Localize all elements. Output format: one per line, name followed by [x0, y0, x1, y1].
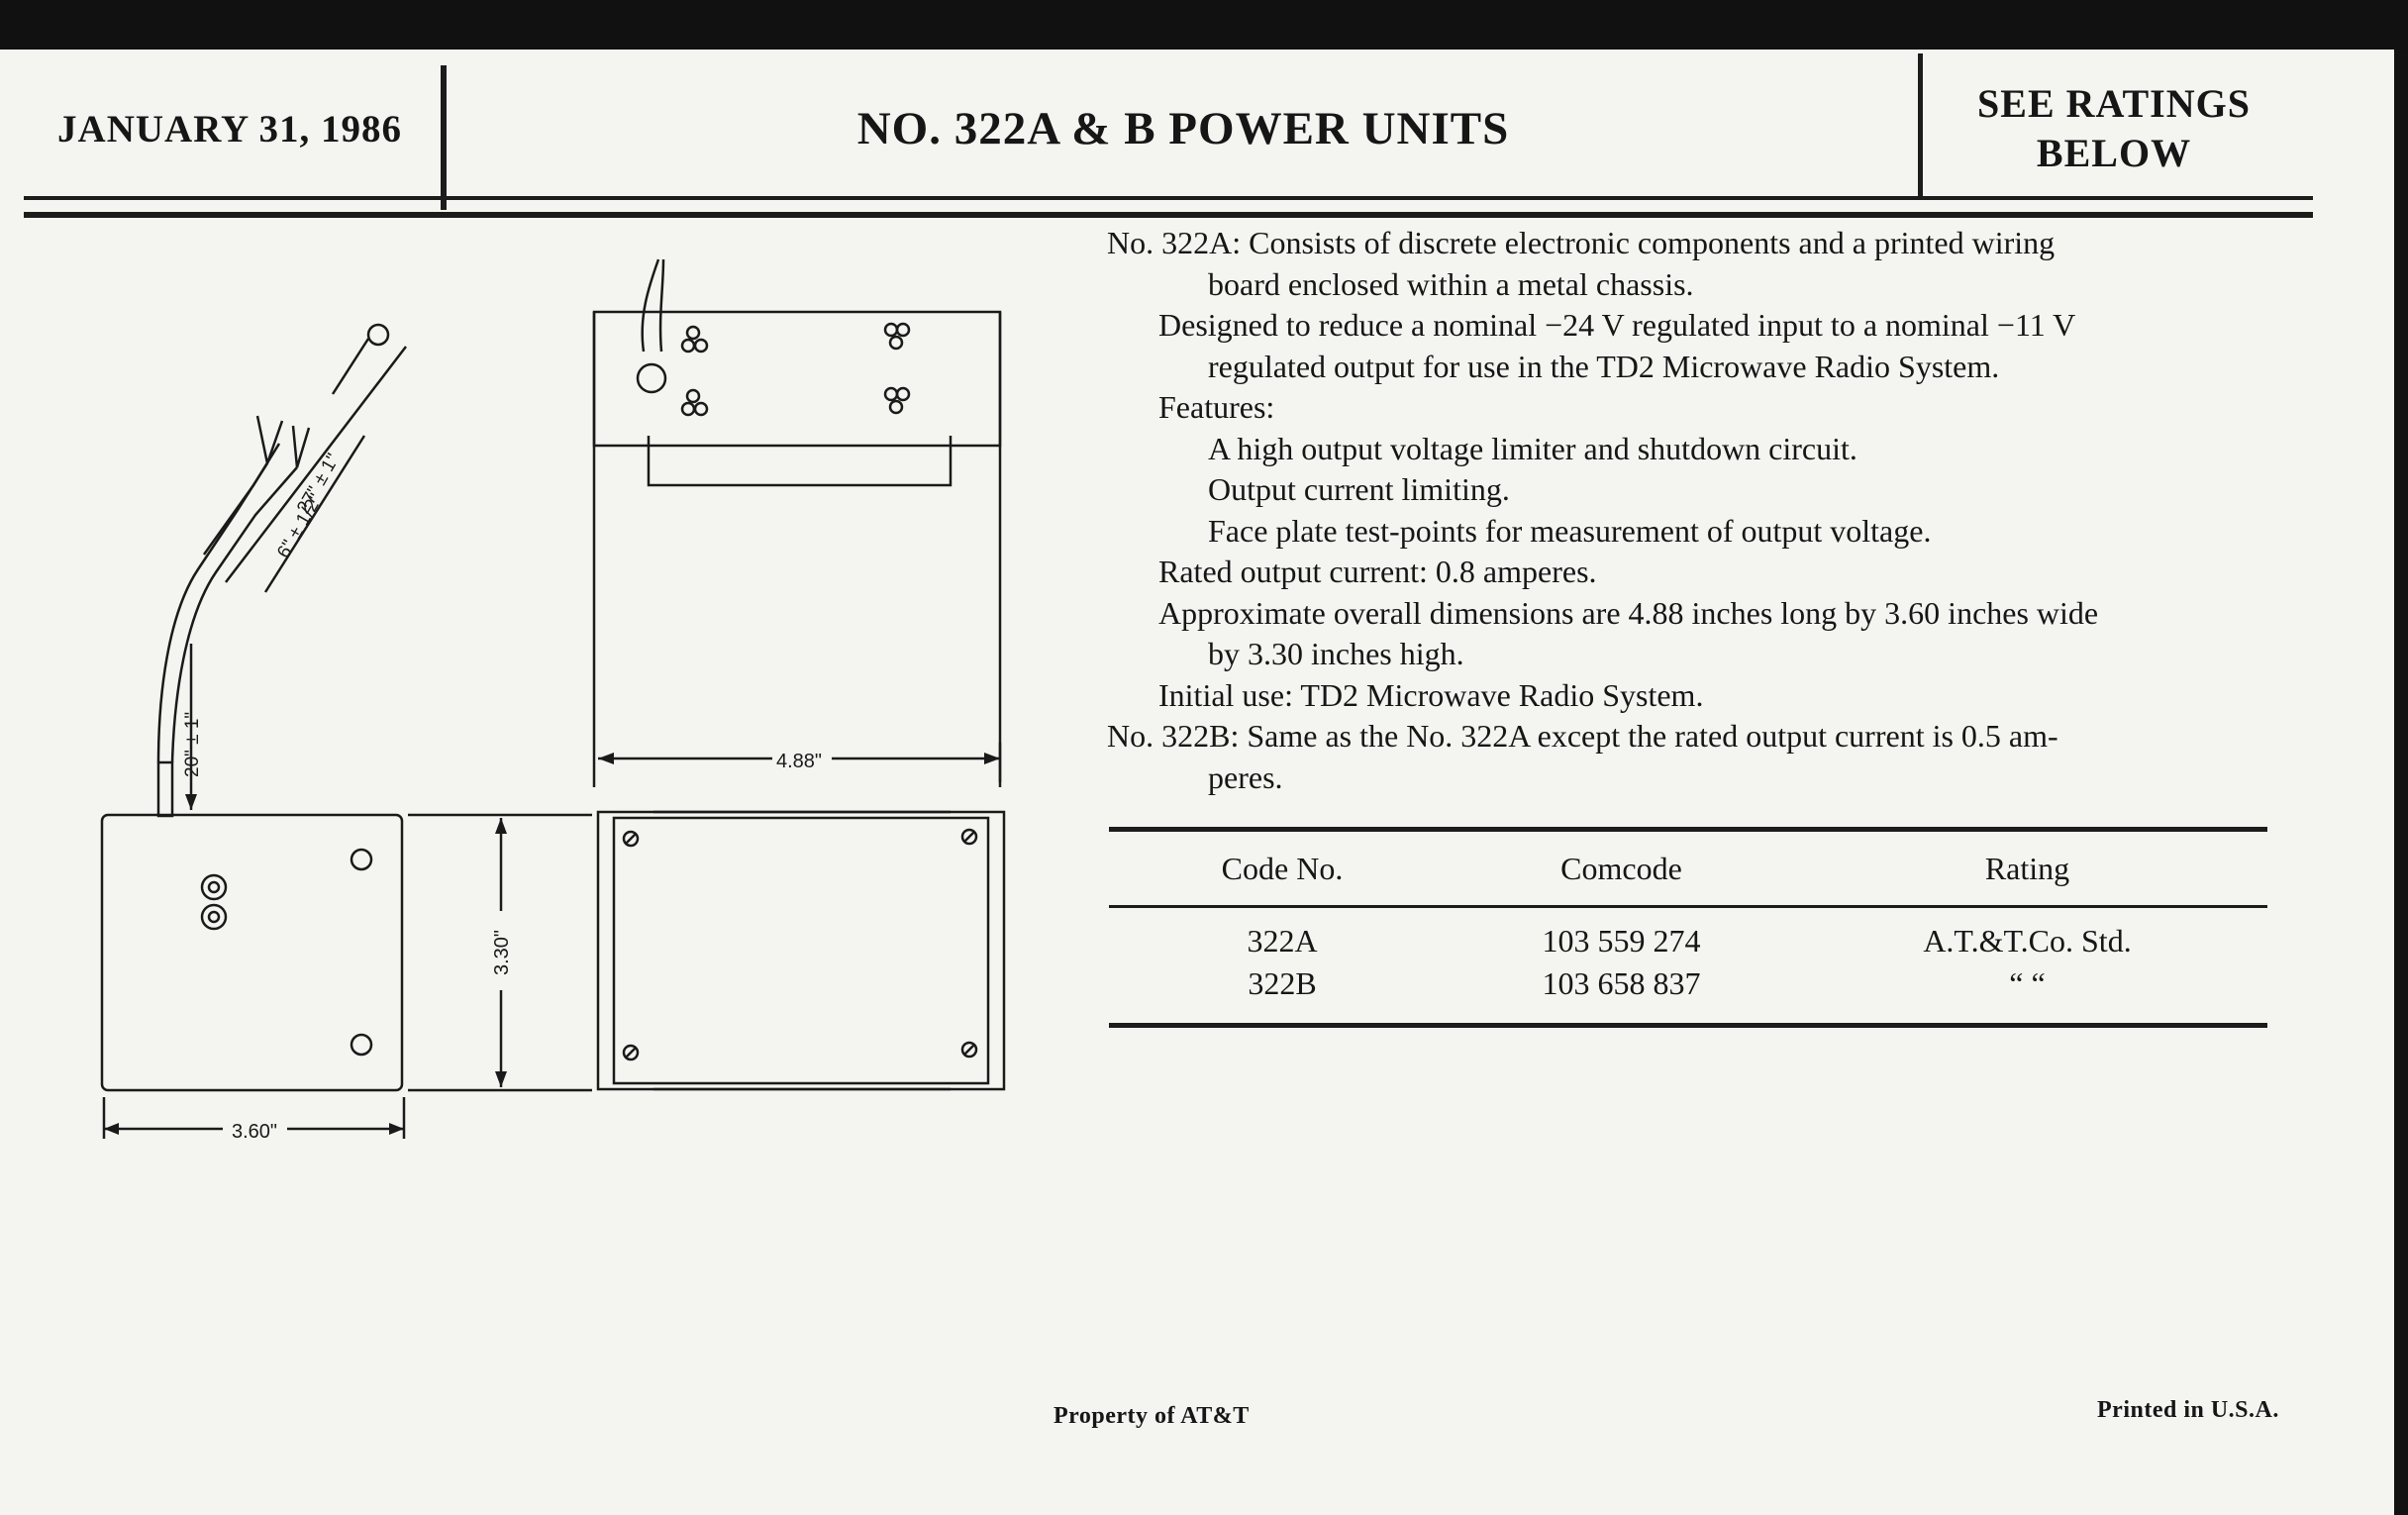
desc-line: Initial use: TD2 Microwave Radio System. — [1158, 676, 1704, 713]
connector-upper — [202, 875, 226, 899]
table-bottom-rule — [1109, 1023, 2267, 1028]
description — [1107, 223, 2265, 798]
lead-27-label: 27" ± 1" — [293, 450, 345, 518]
unit-top-view — [594, 312, 1000, 446]
desc-line: No. 322A: Consists of discrete electronic components and a printed wiring — [1107, 225, 2056, 260]
printed-footer: Printed in U.S.A. — [2097, 1397, 2279, 1423]
col-rating-header: Rating — [1984, 850, 2070, 886]
cell-code: 322A — [1247, 923, 1318, 959]
col-comcode-header: Comcode — [1560, 850, 1682, 886]
date-heading: JANUARY 31, 1986 — [57, 107, 402, 151]
desc-line: Rated output current: 0.8 amperes. — [1158, 554, 1597, 589]
dim-length-label: 4.88" — [776, 751, 823, 772]
dim-width-label: 3.60" — [232, 1121, 278, 1143]
desc-line: peres. — [1208, 758, 1283, 795]
table-header-row — [1109, 832, 2267, 905]
desc-line: Output current limiting. — [1208, 471, 1510, 507]
desc-line: No. 322B: Same as the No. 322A except the rated output current is 0.5 am- — [1107, 718, 2058, 754]
desc-line: A high output voltage limiter and shutdown circuit. — [1208, 430, 1857, 466]
desc-line: Approximate overall dimensions are 4.88 inches long by 3.60 inches wide — [1158, 594, 2099, 631]
dim-height-label: 3.30" — [491, 929, 513, 975]
cell-rating: A.T.&T.Co. Std. — [1923, 923, 2132, 959]
desc-line: Features: — [1158, 389, 1275, 425]
ratings-table — [1109, 827, 2267, 1028]
desc-line: Designed to reduce a nominal −24 V regulated input to a nominal −11 V — [1158, 307, 2076, 343]
lead-20-label: 20" ± 1" — [182, 711, 203, 777]
lead-6-label: 6" ± 1/2" — [273, 490, 328, 562]
desc-line: board enclosed within a metal chassis. — [1208, 265, 1694, 302]
cell-comcode: 103 559 274 — [1542, 923, 1701, 959]
ratings-line-2: BELOW — [2036, 131, 2192, 175]
col-code-header: Code No. — [1221, 850, 1344, 886]
table-row — [1109, 962, 2267, 1005]
cell-code: 322B — [1248, 965, 1317, 1001]
desc-line: by 3.30 inches high. — [1208, 636, 1464, 671]
desc-line: regulated output for use in the TD2 Microwave Radio System. — [1208, 348, 2000, 384]
cell-rating: “ “ — [2009, 965, 2046, 1001]
desc-line: Face plate test-points for measurement of output voltage. — [1208, 512, 1932, 549]
page-title: NO. 322A & B POWER UNITS — [856, 103, 1510, 154]
cell-comcode: 103 658 837 — [1542, 965, 1701, 1001]
property-footer: Property of AT&T — [1054, 1403, 1250, 1429]
table-row — [1109, 920, 2267, 962]
connector-lower — [202, 905, 226, 929]
unit-side-view — [102, 815, 402, 1090]
unit-front-view — [598, 812, 1004, 1089]
ratings-line-1: SEE RATINGS — [1977, 81, 2251, 126]
